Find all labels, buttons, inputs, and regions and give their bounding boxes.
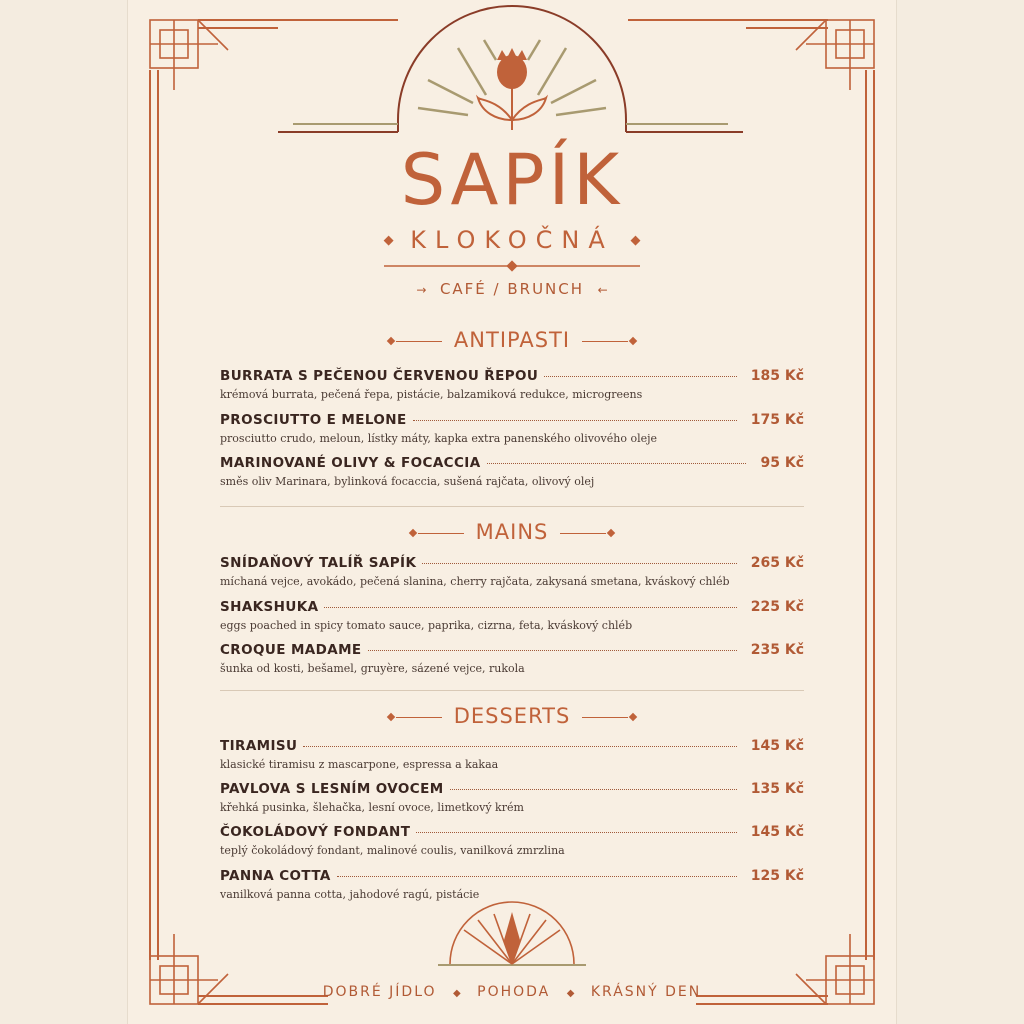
item-price: 225 Kč <box>750 599 804 615</box>
menu-page <box>128 0 896 1024</box>
diamond-icon: ◆ <box>383 233 394 248</box>
brand-tagline: CAFÉ / BRUNCH <box>439 280 585 298</box>
corner-ornament-top-left <box>150 20 228 90</box>
item-price: 95 Kč <box>760 455 804 471</box>
item-price: 125 Kč <box>750 868 804 884</box>
brand-subtitle: KLOKOČNÁ <box>410 226 614 254</box>
footer-part: POHODA <box>477 984 551 1000</box>
item-price: 145 Kč <box>750 824 804 840</box>
item-description: křehká pusinka, šlehačka, lesní ovoce, limetkový krém <box>220 801 524 814</box>
footer-part: DOBRÉ JÍDLO <box>322 984 437 1000</box>
item-name: PROSCIUTTO E MELONE <box>220 412 407 428</box>
menu-item <box>220 368 804 401</box>
menu-item <box>220 738 804 771</box>
section-divider <box>220 690 804 691</box>
section-title-antipasti: ANTIPASTI <box>128 328 896 352</box>
item-description: teplý čokoládový fondant, malinové coulis, vanilková zmrzlina <box>220 844 565 857</box>
item-name: CROQUE MADAME <box>220 642 362 658</box>
item-price: 185 Kč <box>750 368 804 384</box>
section-divider <box>220 506 804 507</box>
item-description: míchaná vejce, avokádo, pečená slanina, cherry rajčata, zakysaná smetana, kváskový chléb <box>220 575 730 588</box>
menu-item <box>220 412 804 445</box>
diamond-icon: ◆ <box>452 988 461 999</box>
item-description: směs oliv Marinara, bylinková focaccia, sušená rajčata, olivový olej <box>220 475 595 488</box>
item-description: prosciutto crudo, meloun, lístky máty, kapka extra panenského olivového oleje <box>220 432 658 445</box>
item-price: 265 Kč <box>750 555 804 571</box>
menu-item <box>220 642 804 675</box>
item-description: vanilková panna cotta, jahodové ragú, pistácie <box>220 888 480 901</box>
item-price: 135 Kč <box>750 781 804 797</box>
menu-item <box>220 555 804 588</box>
item-description: šunka od kosti, bešamel, gruyère, sázené vejce, rukola <box>220 662 525 675</box>
footer-motto <box>128 984 896 1000</box>
menu-item <box>220 868 804 901</box>
menu-item <box>220 599 804 632</box>
item-name: BURRATA S PEČENOU ČERVENOU ŘEPOU <box>220 368 539 384</box>
menu-item <box>220 824 804 857</box>
footer-part: KRÁSNÝ DEN <box>590 984 702 1000</box>
arrow-icon: ← <box>597 283 608 297</box>
item-price: 175 Kč <box>750 412 804 428</box>
brand-subtitle-row <box>128 226 896 255</box>
item-name: PAVLOVA S LESNÍM OVOCEM <box>220 781 444 797</box>
item-description: krémová burrata, pečená řepa, pistácie, balzamiková redukce, microgreens <box>220 388 643 401</box>
section-title-desserts: DESSERTS <box>128 704 896 728</box>
item-price: 235 Kč <box>750 642 804 658</box>
item-name: MARINOVANÉ OLIVY & FOCACCIA <box>220 455 481 471</box>
diamond-icon: ◆ <box>566 988 575 999</box>
section-title-mains: MAINS <box>128 520 896 544</box>
diamond-icon: ◆ <box>630 233 641 248</box>
flower-emblem <box>278 6 743 132</box>
item-name: ČOKOLÁDOVÝ FONDANT <box>220 824 411 840</box>
menu-item <box>220 455 804 488</box>
brand-tagline-row <box>128 280 896 298</box>
brand-title: SAPÍK <box>400 139 624 221</box>
item-name: SNÍDAŇOVÝ TALÍŘ SAPÍK <box>220 555 417 571</box>
arrow-icon: → <box>416 283 427 297</box>
item-price: 145 Kč <box>750 738 804 754</box>
menu-item <box>220 781 804 814</box>
fan-ornament <box>438 902 586 965</box>
item-name: PANNA COTTA <box>220 868 331 884</box>
item-name: SHAKSHUKA <box>220 599 319 615</box>
item-description: eggs poached in spicy tomato sauce, paprika, cizrna, feta, kváskový chléb <box>220 619 633 632</box>
item-name: TIRAMISU <box>220 738 298 754</box>
item-description: klasické tiramisu z mascarpone, espressa a kakaa <box>220 758 499 771</box>
